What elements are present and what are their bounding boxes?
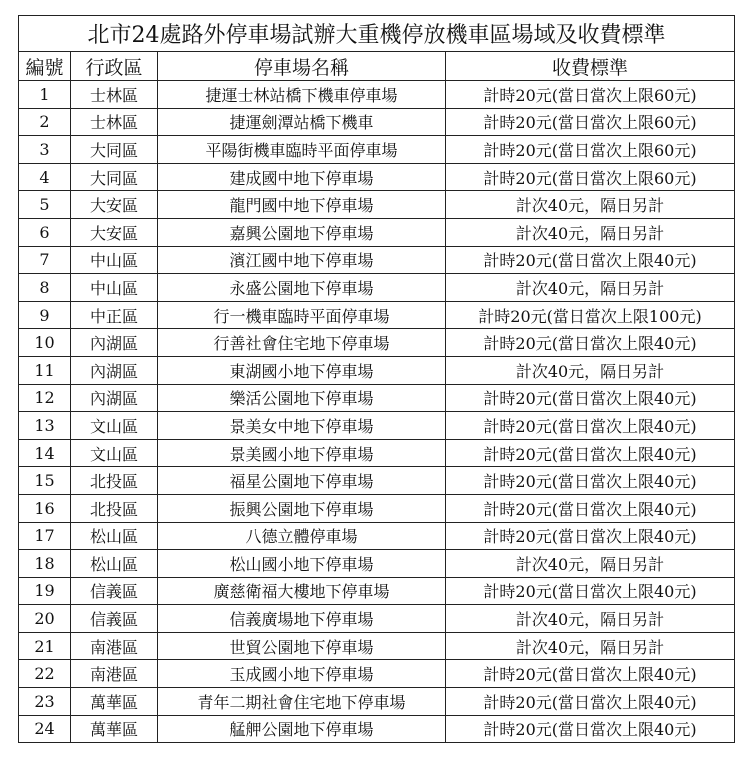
- row-parking-name: 廣慈衛福大樓地下停車場: [158, 577, 446, 605]
- table-row: [19, 412, 735, 440]
- table-row: [19, 439, 735, 467]
- row-district: 松山區: [71, 522, 158, 550]
- table-row: [19, 550, 735, 578]
- title-row: [19, 16, 735, 52]
- row-parking-name: 嘉興公園地下停車場: [158, 218, 446, 246]
- header-fee: 收費標準: [446, 52, 735, 81]
- row-parking-name: 行善社會住宅地下停車場: [158, 329, 446, 357]
- row-fee: 計時20元(當日當次上限40元): [446, 329, 735, 357]
- row-number: 19: [19, 577, 71, 605]
- row-fee: 計時20元(當日當次上限100元): [446, 301, 735, 329]
- row-district: 中正區: [71, 301, 158, 329]
- row-fee: 計時20元(當日當次上限60元): [446, 163, 735, 191]
- row-fee: 計時20元(當日當次上限60元): [446, 108, 735, 136]
- table-row: [19, 632, 735, 660]
- row-number: 24: [19, 715, 71, 743]
- row-district: 中山區: [71, 274, 158, 302]
- row-number: 3: [19, 136, 71, 164]
- table-row: [19, 81, 735, 109]
- row-district: 內湖區: [71, 384, 158, 412]
- header-district: 行政區: [71, 52, 158, 81]
- table-row: [19, 577, 735, 605]
- row-fee: 計時20元(當日當次上限40元): [446, 577, 735, 605]
- row-district: 北投區: [71, 494, 158, 522]
- parking-fee-table: [18, 15, 735, 743]
- table-row: [19, 191, 735, 219]
- row-district: 文山區: [71, 439, 158, 467]
- row-number: 9: [19, 301, 71, 329]
- table-row: [19, 494, 735, 522]
- row-number: 22: [19, 660, 71, 688]
- header-row: [19, 52, 735, 81]
- table-row: [19, 163, 735, 191]
- row-fee: 計時20元(當日當次上限40元): [446, 384, 735, 412]
- table-row: [19, 467, 735, 495]
- header-number: 編號: [19, 52, 71, 81]
- row-parking-name: 八德立體停車場: [158, 522, 446, 550]
- row-fee: 計次40元，隔日另計: [446, 218, 735, 246]
- row-district: 大安區: [71, 191, 158, 219]
- row-parking-name: 青年二期社會住宅地下停車場: [158, 688, 446, 716]
- row-number: 15: [19, 467, 71, 495]
- row-number: 1: [19, 81, 71, 109]
- table-row: [19, 660, 735, 688]
- table-row: [19, 522, 735, 550]
- row-parking-name: 龍門國中地下停車場: [158, 191, 446, 219]
- row-number: 13: [19, 412, 71, 440]
- table-title: 北市24處路外停車場試辦大重機停放機車區場域及收費標準: [19, 16, 735, 52]
- row-district: 信義區: [71, 577, 158, 605]
- row-fee: 計次40元，隔日另計: [446, 191, 735, 219]
- row-parking-name: 捷運劍潭站橋下機車: [158, 108, 446, 136]
- row-fee: 計次40元，隔日另計: [446, 274, 735, 302]
- table-row: [19, 688, 735, 716]
- table-row: [19, 605, 735, 633]
- row-number: 21: [19, 632, 71, 660]
- row-number: 23: [19, 688, 71, 716]
- row-number: 14: [19, 439, 71, 467]
- row-parking-name: 信義廣場地下停車場: [158, 605, 446, 633]
- row-fee: 計時20元(當日當次上限60元): [446, 81, 735, 109]
- table-row: [19, 329, 735, 357]
- table-row: [19, 301, 735, 329]
- row-number: 17: [19, 522, 71, 550]
- table-row: [19, 356, 735, 384]
- table-row: [19, 274, 735, 302]
- row-fee: 計時20元(當日當次上限40元): [446, 412, 735, 440]
- row-district: 松山區: [71, 550, 158, 578]
- row-fee: 計時20元(當日當次上限40元): [446, 715, 735, 743]
- row-number: 8: [19, 274, 71, 302]
- row-parking-name: 振興公園地下停車場: [158, 494, 446, 522]
- row-parking-name: 行一機車臨時平面停車場: [158, 301, 446, 329]
- row-district: 中山區: [71, 246, 158, 274]
- row-fee: 計時20元(當日當次上限40元): [446, 439, 735, 467]
- row-parking-name: 東湖國小地下停車場: [158, 356, 446, 384]
- row-district: 南港區: [71, 632, 158, 660]
- row-number: 16: [19, 494, 71, 522]
- row-parking-name: 松山國小地下停車場: [158, 550, 446, 578]
- row-parking-name: 景美女中地下停車場: [158, 412, 446, 440]
- row-fee: 計時20元(當日當次上限40元): [446, 246, 735, 274]
- table-row: [19, 384, 735, 412]
- row-parking-name: 艋舺公園地下停車場: [158, 715, 446, 743]
- row-district: 內湖區: [71, 329, 158, 357]
- table-row: [19, 218, 735, 246]
- row-district: 士林區: [71, 108, 158, 136]
- row-number: 5: [19, 191, 71, 219]
- row-fee: 計次40元，隔日另計: [446, 605, 735, 633]
- row-fee: 計時20元(當日當次上限40元): [446, 522, 735, 550]
- table-row: [19, 715, 735, 743]
- row-fee: 計時20元(當日當次上限60元): [446, 136, 735, 164]
- header-parking-name: 停車場名稱: [158, 52, 446, 81]
- row-district: 大同區: [71, 163, 158, 191]
- row-fee: 計時20元(當日當次上限40元): [446, 688, 735, 716]
- row-district: 內湖區: [71, 356, 158, 384]
- row-number: 10: [19, 329, 71, 357]
- row-fee: 計時20元(當日當次上限40元): [446, 467, 735, 495]
- table-row: [19, 246, 735, 274]
- row-parking-name: 樂活公園地下停車場: [158, 384, 446, 412]
- row-parking-name: 玉成國小地下停車場: [158, 660, 446, 688]
- row-district: 文山區: [71, 412, 158, 440]
- row-district: 南港區: [71, 660, 158, 688]
- row-parking-name: 景美國小地下停車場: [158, 439, 446, 467]
- row-district: 大安區: [71, 218, 158, 246]
- table-row: [19, 108, 735, 136]
- row-fee: 計次40元，隔日另計: [446, 632, 735, 660]
- row-fee: 計時20元(當日當次上限40元): [446, 494, 735, 522]
- row-parking-name: 濱江國中地下停車場: [158, 246, 446, 274]
- row-number: 18: [19, 550, 71, 578]
- row-number: 12: [19, 384, 71, 412]
- row-number: 2: [19, 108, 71, 136]
- row-district: 大同區: [71, 136, 158, 164]
- row-number: 20: [19, 605, 71, 633]
- row-parking-name: 捷運士林站橋下機車停車場: [158, 81, 446, 109]
- row-number: 6: [19, 218, 71, 246]
- row-parking-name: 福星公園地下停車場: [158, 467, 446, 495]
- row-fee: 計時20元(當日當次上限40元): [446, 660, 735, 688]
- row-parking-name: 永盛公園地下停車場: [158, 274, 446, 302]
- row-fee: 計次40元，隔日另計: [446, 356, 735, 384]
- row-district: 信義區: [71, 605, 158, 633]
- row-district: 北投區: [71, 467, 158, 495]
- row-number: 11: [19, 356, 71, 384]
- row-district: 士林區: [71, 81, 158, 109]
- row-parking-name: 世貿公園地下停車場: [158, 632, 446, 660]
- table-row: [19, 136, 735, 164]
- row-number: 7: [19, 246, 71, 274]
- row-district: 萬華區: [71, 715, 158, 743]
- row-number: 4: [19, 163, 71, 191]
- row-parking-name: 建成國中地下停車場: [158, 163, 446, 191]
- row-fee: 計次40元，隔日另計: [446, 550, 735, 578]
- row-parking-name: 平陽街機車臨時平面停車場: [158, 136, 446, 164]
- row-district: 萬華區: [71, 688, 158, 716]
